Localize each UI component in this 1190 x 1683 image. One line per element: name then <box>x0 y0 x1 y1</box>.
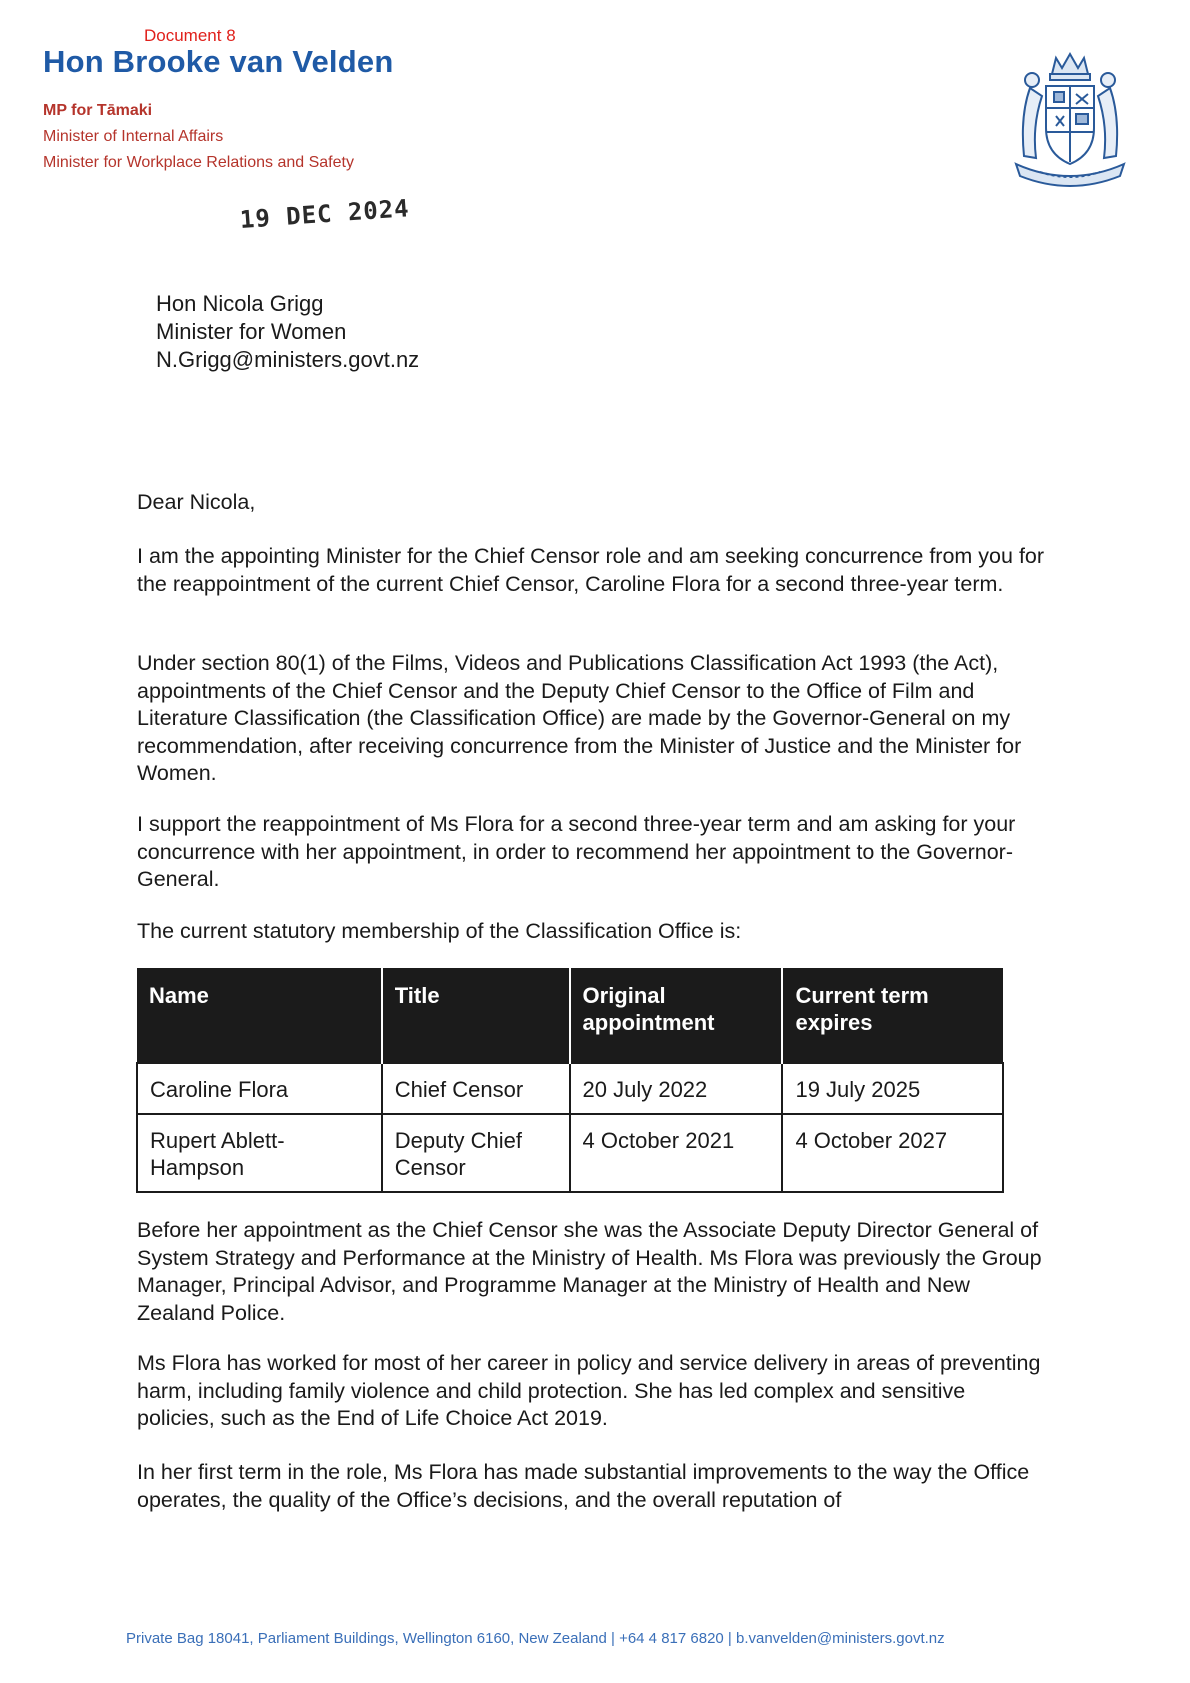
cell-original-appointment: 20 July 2022 <box>570 1063 783 1114</box>
recipient-email: N.Grigg@ministers.govt.nz <box>156 347 420 372</box>
header-title: Title <box>382 968 570 1063</box>
cell-name: Rupert Ablett-Hampson <box>137 1114 382 1192</box>
recipient-name: Hon Nicola Grigg <box>156 291 324 316</box>
table-header-row <box>137 968 1003 1063</box>
membership-table <box>136 968 1004 1193</box>
cell-term-expires: 19 July 2025 <box>782 1063 1003 1114</box>
cell-title: Chief Censor <box>382 1063 570 1114</box>
footer-contact: Private Bag 18041, Parliament Buildings, Wellington 6160, New Zealand | +64 4 817 6820 | b.vanvelden@ministers.govt.nz <box>126 1630 945 1647</box>
paragraph-background: Before her appointment as the Chief Censor she was the Associate Deputy Director General of System Strategy and Performance at the Ministry of Health. Ms Flora was previously the Group Manager, Principal Advisor, and Programme Manager at the Ministry of Health and New Zealand Police. <box>137 1218 1042 1325</box>
recipient-title: Minister for Women <box>156 319 347 344</box>
cell-name: Caroline Flora <box>137 1063 382 1114</box>
table-row <box>137 1114 1003 1192</box>
header-current-term-expires: Current term expires <box>782 968 1003 1063</box>
paragraph-support: I support the reappointment of Ms Flora for a second three-year term and am asking for your concurrence with her appointment, in order to recommend her appointment to the Governor-General. <box>137 812 1016 891</box>
document-label: Document 8 <box>144 26 236 45</box>
portfolio-1: Minister of Internal Affairs <box>43 128 224 145</box>
header-original-appointment: Original appointment <box>570 968 783 1063</box>
portfolio-2: Minister for Workplace Relations and Safety <box>43 154 354 171</box>
electorate: MP for Tāmaki <box>43 102 153 119</box>
cell-term-expires: 4 October 2027 <box>782 1114 1003 1192</box>
salutation: Dear Nicola, <box>137 490 256 514</box>
header-name: Name <box>137 968 382 1063</box>
paragraph-legislation: Under section 80(1) of the Films, Videos and Publications Classification Act 1993 (the Act), appointments of the Chief Censor and the Deputy Chief Censor to the Office of Film and Literature Classification (the Classification Office) are made by the Governor-General on my recommendation, after receiving concurrence from the Minister of Justice and the Minister for Women. <box>137 651 1022 785</box>
paragraph-table-intro: The current statutory membership of the Classification Office is: <box>137 919 742 943</box>
date-stamp: 19 DEC 2024 <box>239 194 411 234</box>
nz-coat-of-arms-icon <box>990 46 1150 196</box>
paragraph-career: Ms Flora has worked for most of her career in policy and service delivery in areas of preventing harm, including family violence and child protection. She has led complex and sensitive policies, such as the End of Life Choice Act 2019. <box>137 1351 1041 1430</box>
table-row <box>137 1063 1003 1114</box>
paragraph-first-term: In her first term in the role, Ms Flora has made substantial improvements to the way the Office operates, the quality of the Office’s decisions, and the overall reputation of <box>137 1460 1030 1512</box>
recipient-block <box>156 290 419 374</box>
paragraph-intro: I am the appointing Minister for the Chief Censor role and am seeking concurrence from you for the reappointment of the current Chief Censor, Caroline Flora for a second three-year term. <box>137 544 1045 596</box>
cell-title: Deputy Chief Censor <box>382 1114 570 1192</box>
cell-original-appointment: 4 October 2021 <box>570 1114 783 1192</box>
minister-name: Hon Brooke van Velden <box>43 44 394 79</box>
